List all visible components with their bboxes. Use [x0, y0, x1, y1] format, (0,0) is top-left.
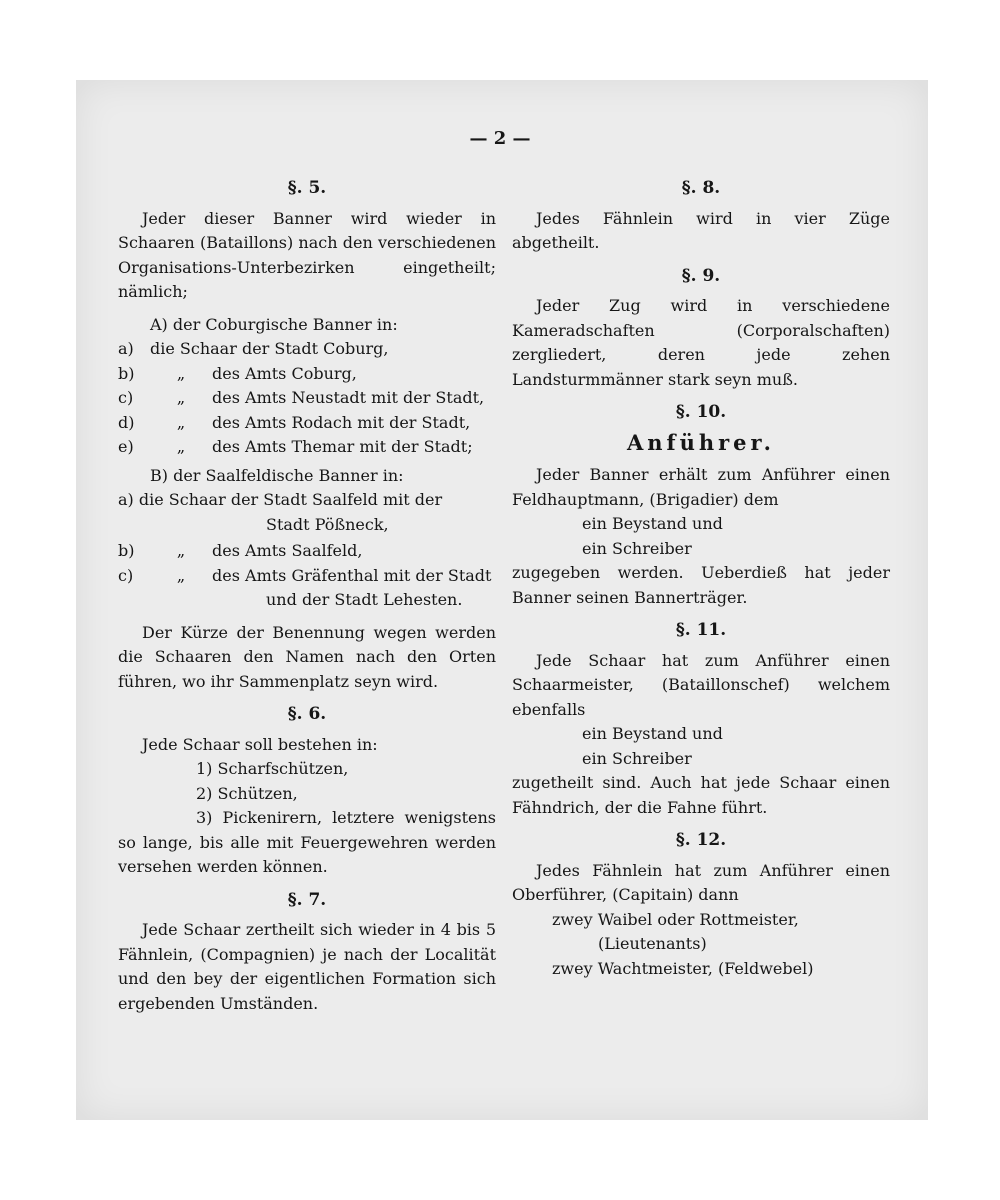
right-column [512, 170, 890, 981]
list-item: 2) Schützen, [196, 783, 298, 803]
section-9-paragraph: Jeder Zug wird in verschiedene Kameradschaften (Corporalschaften) zergliedert, deren jede zehen Landsturmmänner stark seyn muß. [512, 296, 890, 389]
section-11-paragraph-end: zugetheilt sind. Auch hat jede Schaar einen Fähndrich, der die Fahne führt. [512, 773, 890, 817]
list-item-continuation: und der Stadt Lehesten. [266, 590, 463, 609]
list-item: b) „ des Amts Saalfeld, [118, 541, 363, 560]
section-11-line: ein Beystand und [582, 724, 723, 743]
list-item: 1) Scharfschützen, [196, 759, 349, 778]
section-10-paragraph-end: zugegeben werden. Ueberdieß hat jeder Banner seinen Bannerträger. [512, 563, 890, 607]
section-12-line: (Lieutenants) [598, 934, 707, 953]
section-12-heading: §. 12. [675, 830, 727, 850]
section-8-paragraph: Jedes Fähnlein wird in vier Züge abgetheilt. [512, 208, 890, 252]
list-item: 3) Pickenirern, letztere wenigstens so lange, bis alle mit Feuergewehren werden versehen werden können. [118, 808, 496, 876]
section-5-paragraph: Jeder dieser Banner wird wieder in Schaaren (Bataillons) nach den verschiedenen Organisations-Unterbezirken eingetheilt; nämlich; [118, 208, 496, 301]
list-item: b) „ des Amts Coburg, [118, 363, 357, 383]
left-column [118, 170, 496, 1024]
list-a-heading: A) der Coburgische Banner in: [150, 314, 398, 334]
section-5-note: Der Kürze der Benennung wegen werden die Schaaren den Namen nach den Orten führen, wo ihr Sammenplatz seyn wird. [118, 622, 496, 691]
page-number: — 2 — [469, 128, 531, 149]
section-9-heading: §. 9. [681, 265, 721, 286]
section-11-heading: §. 11. [675, 620, 727, 640]
section-5-heading: §. 5. [287, 178, 327, 198]
section-10-line: ein Schreiber [582, 538, 692, 558]
section-8-heading: §. 8. [681, 178, 721, 198]
list-item: a) die Schaar der Stadt Saalfeld mit der [118, 490, 443, 509]
section-6-paragraph: Jede Schaar soll bestehen in: [142, 734, 378, 754]
list-item: c) „ des Amts Neustadt mit der Stadt, [118, 388, 485, 407]
section-10-heading: §. 10. [675, 402, 727, 422]
list-item: c) „ des Amts Gräfenthal mit der Stadt [118, 565, 492, 585]
section-10-title: Anführer. [626, 429, 775, 455]
section-12-paragraph: Jedes Fähnlein hat zum Anführer einen Oberführer, (Capitain) dann [512, 860, 890, 904]
list-item: d) „ des Amts Rodach mit der Stadt, [118, 412, 471, 432]
section-6-heading: §. 6. [287, 704, 327, 724]
list-b-heading: B) der Saalfeldische Banner in: [150, 465, 404, 485]
section-10-line: ein Beystand und [582, 514, 723, 533]
section-11-line: ein Schreiber [582, 748, 692, 768]
section-7-heading: §. 7. [287, 889, 327, 910]
section-10-paragraph: Jeder Banner erhält zum Anführer einen Feldhauptmann, (Brigadier) dem [512, 465, 890, 509]
section-11-paragraph: Jede Schaar hat zum Anführer einen Schaarmeister, (Bataillonschef) welchem ebenfalls [512, 650, 890, 719]
list-item-continuation: Stadt Pößneck, [266, 514, 389, 534]
list-item: a) die Schaar der Stadt Coburg, [118, 339, 389, 358]
section-7-paragraph: Jede Schaar zertheilt sich wieder in 4 bis 5 Fähnlein, (Compagnien) je nach der Localität und den bey der eigentlichen Formation sich ergebenden Umständen. [118, 920, 496, 1013]
section-12-line: zwey Wachtmeister, (Feldwebel) [552, 958, 814, 978]
list-item: e) „ des Amts Themar mit der Stadt; [118, 437, 473, 456]
section-12-line: zwey Waibel oder Rottmeister, [552, 909, 799, 929]
